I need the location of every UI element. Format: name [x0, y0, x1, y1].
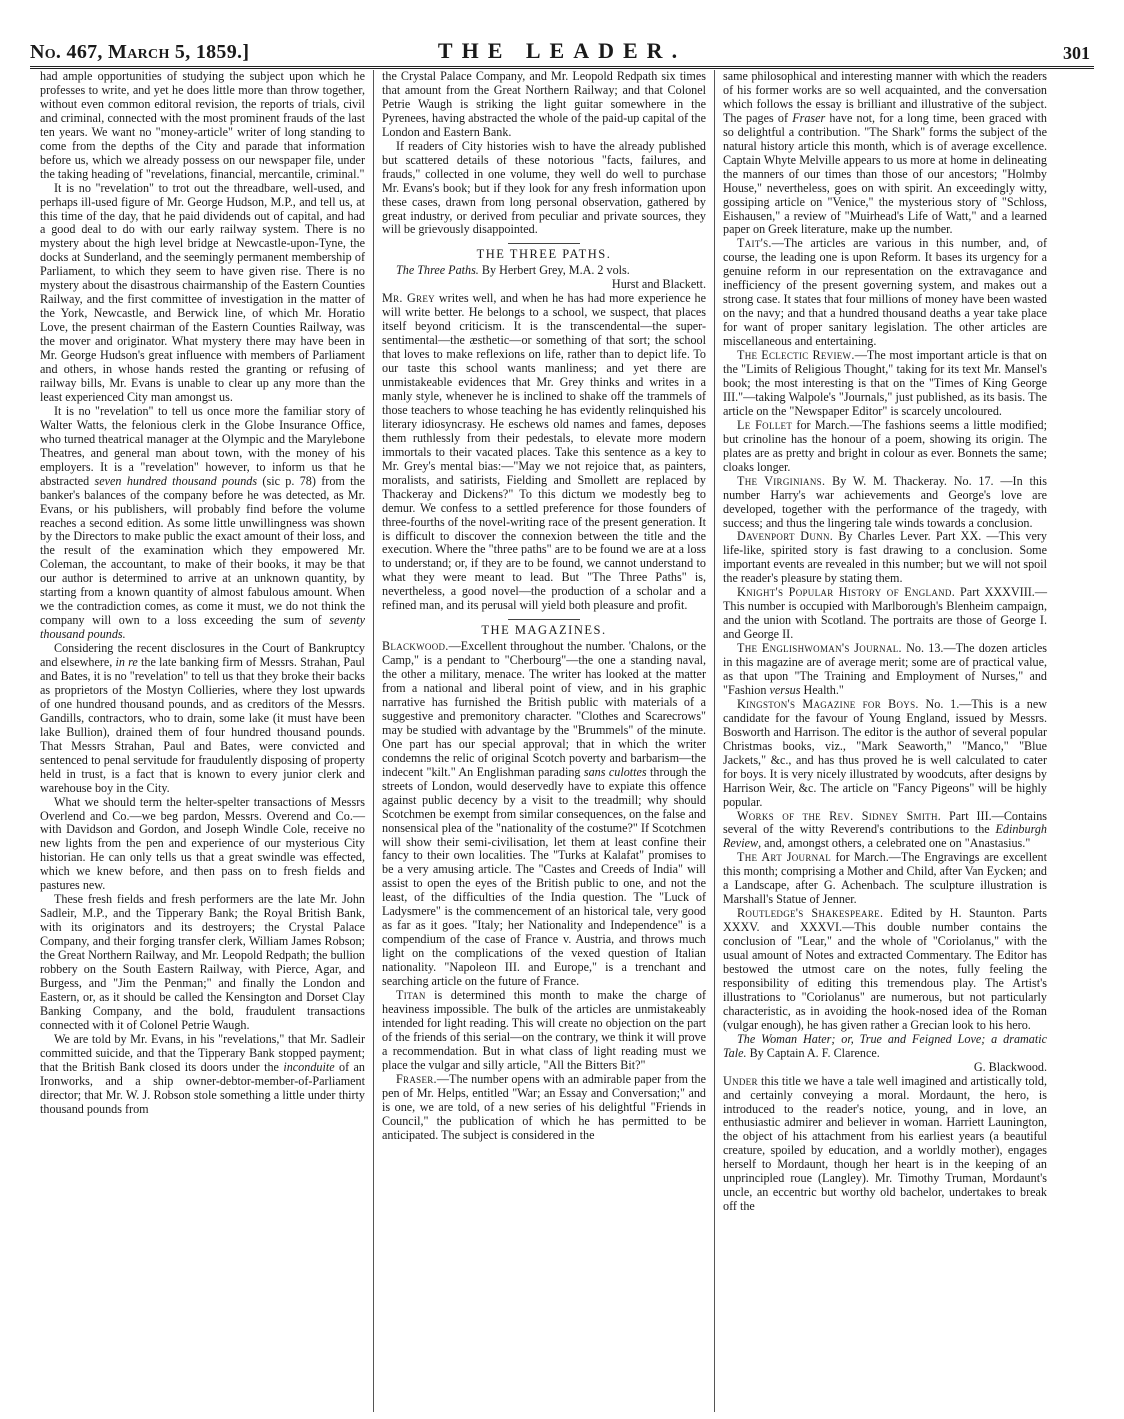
lead-in: Davenport Dunn. — [737, 529, 834, 544]
text-run: It is no "revelation" to tell us once more the familiar story of Walter Watts, the felonious clerk in the Globe Insurance Office, who turned theatrical manager at the Olympic and the Marylebone Theatres, and general man about town, with the money of his employers. It is a "revelation" however, to inform us that he abstracted — [40, 403, 365, 488]
paragraph — [382, 292, 706, 613]
book-author: By Captain A. F. Clarence. — [749, 1045, 880, 1060]
paragraph — [40, 642, 365, 795]
paragraph: It is no "revelation" to trot out the threadbare, well-used, and perhaps ill-used figure of Mr. George Hudson, M.P., and tell us, at this time of the day, that he paid dividends out of capital, and had a good deal to do with our early railway system. There is no mystery about the high level bridge at Newcastle-upon-Tyne, the docks at Sunderland, and the seemingly permanent membership of Parliament, to which they seem to have given rise. There is no mystery about the disastrous chairmanship of the Eastern Counties Railway, and the first committee of investigation in the matter of the York, Newcastle, and Berwick line, of which Mr. Horatio Love, the present chairman of the Eastern Counties Railway, was the mover and originator. What mystery there may have been in Mr. George Hudson's great influence with members of Parliament and others, in whose hands rested the granting or refusing of railway bills, Mr. Evans is unable to clear up any more than the least experienced City man amongst us. — [40, 180, 365, 404]
book-title: The Three Paths. — [396, 263, 479, 278]
page-number: 301 — [1063, 43, 1090, 63]
paragraph — [382, 640, 706, 989]
text-run: , and, amongst others, a celebrated one on "Anastasius." — [758, 836, 1031, 851]
lead-in: Fraser. — [396, 1071, 437, 1086]
lead-in: Mr. Grey — [382, 291, 435, 306]
section-divider — [508, 619, 580, 620]
paragraph: What we should term the helter-spelter transactions of Messrs Overlend and Co.—we beg pardon, Messrs. Overend and Co.—with Davidson and Gordon, and Joseph Windle Cole, receive no new lights from the pen and experience of our mysterious City historian. He can only tells us that a great swindle was effected, which we knew before, and then pass on to fresh fields and pastures new. — [40, 794, 365, 893]
lead-in: Blackwood. — [382, 639, 449, 654]
lead-in: The Art Journal — [737, 850, 832, 865]
italic-run: inconduite — [283, 1059, 335, 1074]
paragraph — [723, 810, 1047, 852]
text-run: writes well, and when he has had more experience he will write better. He belongs to a school, we suspect, that places itself beyond criticism. It is the transcendental—the super-sentimental—the æsthetic—or something of that sort; the school that loves to make reflexions on life, rather than to depict life. To our taste this school wants manliness; and yet there are unmistakeable evidences that Mr. Grey thinks and writes in a manly style, whenever he is inclined to shake off the trammels of those teachers to whose teaching he has evidently relinquished his literary idiosyncrasy. He eschews old names and fames, deposes them ruthlessly from their pedestals, to elevate more modern immortals to their vacated places. Take this sentence as a key to Mr. Grey's mental bias:—"May we not rejoice that, as painters, moralists, and satirists, Fielding and Smollett are replaced by Thackeray and Dickens?" To this dictum we modestly beg to demur. We confess to a settled preference for those founders of three-fourths of the novel-writing race of the present generation. It is difficult to discover the connexion between the title and the execution. Where the "three paths" are to be found we are at a loss to understand; or, if they are to be found, we cannot understand to what they were meant to lead. But "The Three Paths" is, nevertheless, a good novel—the production of a scholar and a refined man, and its perusal will yield both pleasure and profit. — [382, 291, 706, 613]
newspaper-title: THE LEADER. — [437, 38, 687, 63]
paragraph — [723, 419, 1047, 475]
paragraph — [382, 1073, 706, 1143]
italic-run: versus — [769, 682, 801, 697]
paragraph — [723, 530, 1047, 586]
italic-run: seven hundred thousand pounds — [94, 473, 258, 488]
text-run: By W. M. Thackeray. No. 17. —In this number Harry's war achievements and George's love are developed, together with the performance of the tragedy, with success; and thus the lingering tale winds towards a conclusion. — [723, 473, 1047, 530]
text-run: By Charles Lever. Part XX. —This very life-like, spirited story is fast drawing to a conclusion. Some important events are revealed in this number; but we will not spoil the reader's pleasure by stating them. — [723, 529, 1047, 586]
masthead — [30, 36, 1094, 69]
text-run: through the streets of London, would deservedly have to expiate this offence against public decency by a visit to the treadmill; why should Scotchmen be exempt from similar consequences, on the false and nonsensical plea of the "nationality of the costume?" If Scotchmen will show their semi-civilisation, let them at least confine their fancy to their own localities. The "Turks at Kalafat" promises to be a very amusing article. The "Castes and Creeds of India" will assist to open the eyes of the British public to one, and not the least, of the difficulties of the India question. The "Luck of Ladysmere" is the commencement of an historical tale, very good as far as it goes. "Italy; her Nationality and Independence" is a compendium of the case of France v. Austria, and throws much light on the complications of the vexed question of Italian nationality. "Napoleon III. and Europe," is a trenchant and searching article on the future of France. — [382, 764, 707, 989]
text-run: this title we have a tale well imagined and artistically told, and certainly conveying a moral. Mordaunt, the hero, is introduced to the reader's notice, young, and in love, an enthusiastic admirer and believer in woman. Harriett Launington, the object of his attachment from his earliest years (a beautiful creature, spoiled by education, and a worldly mother), engages herself to Mordaunt, though her heart is in the keeping of an unprincipled roue (Langley). Mr. Timothy Truman, Mordaunt's uncle, an eccentric but worthy old bachelor, undertakes to break off the — [723, 1073, 1047, 1214]
paragraph: the Crystal Palace Company, and Mr. Leopold Redpath six times that amount from the Great Northern Railway; and that Colonel Petrie Waugh is striking the light guitar somewhere in the Pyrenees, having abstracted the whole of the paid-up capital of the London and Eastern Bank. — [382, 70, 706, 139]
column-3 — [714, 70, 1055, 1412]
lead-in: Routledge's Shakespeare. — [737, 906, 884, 921]
text-run: (sic p. 78) from the banker's balances of the company before he was detected, as Mr. Evans, or his publishers, will probably find before the volume reaches a second edition. As some little unwillingness was shown by the Directors to make public the exact amount of their loss, and the result of the examination which they empowered Mr. Coleman, the accountant, to make of their books, it may be that our author is determined to arrive at an unknown quantity, by starting from a known quantity of almost fabulous amount. When we the contradiction comes, as come it must, we do not think the company will own to a loss exceeding the sum of — [40, 473, 365, 628]
text-run: No. 1.—This is a new candidate for the favour of Young England, issued by Messrs. Bosworth and Harrison. The editor is the author of several popular Christmas books, viz., "Mark Seaworth," "Manco," "Blue Jackets," &c., and has thus proved he is well calculated to cater for boys. It is very nicely illustrated by woodcuts, after designs by Harrison Weir, &c. The article on "Fancy Pigeons" will be highly popular. — [723, 696, 1047, 809]
article-columns — [32, 70, 1092, 1412]
paragraph — [723, 1075, 1047, 1215]
book-citation — [382, 264, 706, 278]
text-run: —The number opens with an admirable paper from the pen of Mr. Helps, entitled "War; an Essay and Conversation;" and is one, we are told, of a new series of his delightful "Friends in Council," the publication of which he has permitted to be anticipated. The subject is considered in the — [382, 1071, 706, 1142]
book-author: By Herbert Grey, M.A. 2 vols. — [481, 263, 630, 278]
paragraph — [723, 70, 1047, 237]
lead-in: Under — [723, 1073, 758, 1088]
text-run: —The articles are various in this number, and, of course, the leading one is upon Reform. It bases its urgency for a genuine reform in our representation on the extravagance and inefficiency of the present governing system, and makes out a strong case. It states that four millions of money have been wasted on the navy; and that a hundred thousand deaths a year take place for want of proper sanitary legislation. The other articles are miscellaneous and entertaining. — [723, 236, 1047, 349]
paragraph: If readers of City histories wish to have the already published but scattered details of these notorious "facts, failures, and frauds," collected in one volume, they well do well to purchase Mr. Evans's book; but if they look for any fresh information upon these cases, drawn from long personal observation, gathered by great industry, or derived from peculiar and private sources, they will be grievously disappointed. — [382, 138, 706, 237]
section-heading-magazines: THE MAGAZINES. — [481, 623, 607, 638]
text-run: Part XXXVIII.—This number is occupied with Marlborough's Blenheim campaign, and the union with Scotland. The portraits are those of George I. and George II. — [723, 585, 1047, 642]
book-publisher: Hurst and Blackett. — [611, 277, 706, 292]
text-run: have not, for a long time, been graced with so delightful a contribution. "The Shark" forms the subject of the natural history article this month, which is of average excellence. Captain Whyte Melville appears to us more at home in delineating the manners of our times than those of our ancestors; "Holmby House," nevertheless, goes on with spirit. An exceedingly witty, gossiping article on "Venice," the mysterious story of "Schloss, Eishausen," a review of "Muirhead's Life of Watt," and a learned paper on Greek literature, make up the number. — [723, 110, 1047, 237]
text-run: for March.—The Engravings are excellent this month; comprising a Mother and Child, after Van Eycken; and a Landscape, after G. Achenbach. The sculpture illustration is Marshall's Statue of Jenner. — [723, 850, 1047, 907]
paragraph — [723, 907, 1047, 1033]
text-run: Health." — [800, 682, 844, 697]
lead-in: The Englishwoman's Journal. — [737, 641, 902, 656]
text-run: —The most important article is that on the "Limits of Religious Thought," taking for its text Mr. Mansel's book; the most interesting is that on the "Times of King George III."—taking Walpole's "Journals," just published, as its basis. The article on the "Newspaper Editor" is scarcely uncoloured. — [723, 348, 1047, 418]
section-heading-three-paths: THE THREE PATHS. — [476, 247, 612, 262]
italic-run: in re — [115, 655, 138, 670]
italic-run: sans culottes — [583, 764, 647, 779]
lead-in: Kingston's Magazine for Boys. — [737, 696, 919, 711]
lead-in: Knight's Popular History of England. — [737, 585, 956, 600]
text-run: We are told by Mr. Evans, in his "revelations," that Mr. Sadleir committed suicide, and that the Tipperary Bank stopped payment; that the British Bank closed its doors under the — [40, 1031, 365, 1074]
text-run: for March.—The fashions seems a little modified; but crinoline has the honour of a poem, showing its origin. The plates are as pretty and bright in colour as ever. Bonnets the same; cloaks longer. — [723, 417, 1047, 474]
paragraph: had ample opportunities of studying the subject upon which he professes to write, and yet he does little more than throw together, without even common editoral revision, the reports of trials, civil and criminal, connected with the most prominent frauds of the last ten years. We want no "money-article" writer of long standing to come from the depths of the City and parade that information before us, which we already possess on our newspaper file, under the taking heading of "revelations, financial, mercantile, criminal." — [40, 70, 365, 181]
lead-in: Works of the Rev. Sidney Smith. — [737, 808, 942, 823]
paragraph — [40, 405, 365, 642]
column-1 — [32, 70, 373, 1412]
book-publisher: G. Blackwood. — [973, 1059, 1047, 1074]
lead-in: The Eclectic Review. — [737, 348, 855, 363]
text-run: Edited by H. Staunton. Parts XXXV. and XXXVI.—This double number contains the conclusion of "Lear," and the whole of "Coriolanus," with the usual amount of Notes and extracted Commentary. The Editor has bestowed the utmost care on the notes, fully feeling the responsibility of editing this tremendous play. The Artist's illustrations to "Coriolanus" are numerous, but not particularly characteristic, as in avoiding the hook-nosed idea of the Roman (vulgar enough), he has given rather a Grecian look to his hero. — [723, 906, 1048, 1032]
section-divider — [508, 243, 580, 244]
column-2 — [373, 70, 714, 1412]
text-run: is determined this month to make the charge of heaviness impossible. The bulk of the articles are unmistakeably intended for light reading. This will create no objection on the part of the friends of this serial—on the contrary, we think it will prove a recommendation. But in what class of light reading must we place the vulgar and silly article, "All the Bitters Bit?" — [382, 988, 706, 1072]
text-run: No. 13.—The dozen articles in this magazine are of average merit; some are of practical value, as that upon "The Training and Employment of Nurses," and "Fashion — [723, 641, 1048, 697]
paragraph — [723, 237, 1047, 349]
paragraph — [723, 586, 1047, 642]
lead-in: Tait's. — [737, 236, 772, 251]
text-run: —Excellent throughout the number. 'Chalons, or the Camp," is a pendant to "Cherbourg"—the one a standing naval, the other a military, menace. The writer has looked at the matter from a national and liberal point of view, and in his graphic narrative has furnished the British public with materials of a suggestive and premonitory character. "Clothes and Scarecrows" may be studied with advantage by the "Brummels" of the minute. One part has our special approval; that in which the writer condemns the relic of original Scotch poverty and barbarism—the indecent "kilt." An Englishman parading — [382, 639, 706, 779]
issue-line: No. 467, March 5, 1859.] — [30, 41, 250, 63]
paragraph: These fresh fields and fresh performers are the late Mr. John Sadleir, M.P., and the Tipperary Bank; the Royal British Bank, with its originators and its destroyers; the Crystal Palace Company, and their forging transfer clerk, William James Robson; the Great Northern Railway, and Mr. Leopold Redpath; the bullion robbery on the South Eastern Railway, with Pierce, Agar, and Burgess, and "Jim the Penman;" and finally the London and Eastern, or, as it should be called the Kensington and Dorset Clay Banking Company, and the bold, fraudulent transactions connected with it of Colonel Petrie Waugh. — [40, 892, 365, 1032]
paragraph — [723, 642, 1047, 698]
paragraph — [382, 989, 706, 1073]
paragraph — [723, 349, 1047, 419]
paragraph — [723, 475, 1047, 531]
paragraph — [40, 1033, 365, 1117]
lead-in: The Virginians. — [737, 473, 826, 488]
text-run: of an Ironworks, and a ship owner-debtor-member-of-Parliament director; that Mr. W. J. Robson stole something a little under thirty thousand pounds from — [40, 1059, 365, 1116]
book-title: The Woman Hater; or, True and Feigned Love; a dramatic Tale. — [723, 1031, 1047, 1060]
paragraph — [723, 698, 1047, 810]
text-run: same philosophical and interesting manner with which the readers of his former works are so well acquainted, and the conversation which follows the essay is brilliant and illustrative of the subject. The pages of — [723, 70, 1047, 125]
text-run: Part III.—Contains several of the witty Reverend's contributions to the — [723, 808, 1047, 837]
paragraph — [723, 851, 1047, 907]
text-run: the late banking firm of Messrs. Strahan, Paul and Bates, it is no "revelation" to tell us that they broke their backs as proprietors of the Mostyn Collieries, where they lost upwards of one hundred thousand pounds, and as creditors of the Messrs. Gandills, contractors, who to drain, some lake (it must have been lake Bullion), drained them of four hundred thousand pounds. That Messrs Strahan, Paul and Bates, were convicted and sentenced to penal servitude for fraudulently disposing of property held in trust, is a fact that is known to every junior clerk and warehouse boy in the City. — [40, 655, 366, 795]
italic-run: seventy thousand pounds. — [40, 613, 365, 642]
text-run: Considering the recent disclosures in the Court of Bankruptcy and elsewhere, — [40, 641, 365, 670]
lead-in: Titan — [396, 988, 426, 1002]
lead-in: Le Follet — [737, 417, 793, 432]
book-citation — [723, 1033, 1047, 1061]
italic-run: Fraser — [792, 110, 826, 125]
italic-run: Edinburgh Review — [723, 822, 1047, 851]
